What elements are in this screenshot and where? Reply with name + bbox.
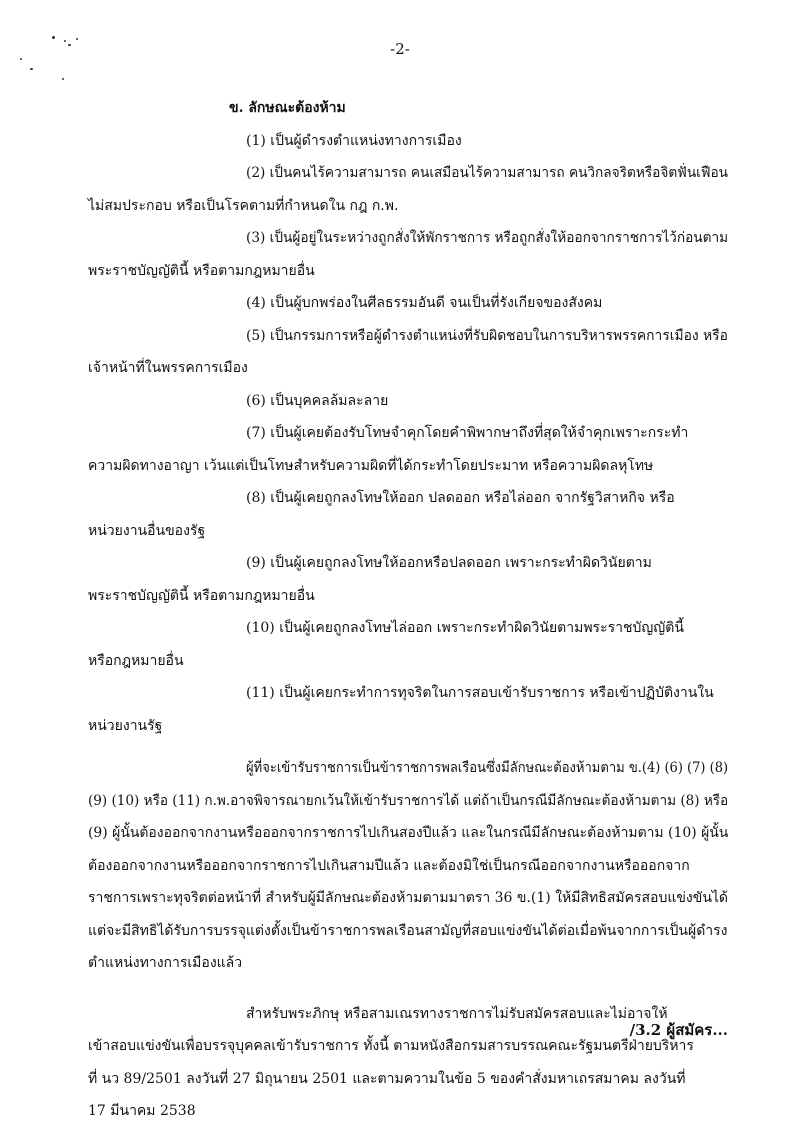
item-continuation-line: เจ้าหน้าที่ในพรรคการเมือง (88, 360, 248, 376)
document-body (88, 92, 728, 1128)
continuation-marker: /3.2 ผู้สมัคร... (629, 1021, 728, 1039)
scan-specks (16, 28, 96, 88)
prohibition-item-10 (88, 612, 728, 677)
prohibition-item-11 (88, 677, 728, 742)
paragraph-line: ต้องออกจากงานหรือออกจากราชการไปเกินสามปีแล้ว และต้องมิใช่เป็นกรณีออกจากงานหรือออกจาก (88, 857, 690, 874)
paragraph-line: ที่ นว 89/2501 ลงวันที่ 27 มิถุนายน 2501 และตามความในข้อ 5 ของคำสั่งมหาเถรสมาคม ลงวันที่ (88, 1070, 686, 1087)
item-first-line: (1) เป็นผู้ดำรงตำแหน่งทางการเมือง (246, 132, 462, 149)
item-continuation-line: พระราชบัญญัตินี้ หรือตามกฎหมายอื่น (88, 262, 315, 279)
item-first-line: (5) เป็นกรรมการหรือผู้ดำรงตำแหน่งที่รับผิดชอบในการบริหารพรรคการเมือง หรือ (246, 327, 728, 344)
paragraph-line: ผู้ที่จะเข้ารับราชการเป็นข้าราชการพลเรือนซึ่งมีลักษณะต้องห้ามตาม ข.(4) (6) (7) (8) (246, 760, 729, 776)
paragraph-line: แต่จะมีสิทธิได้รับการบรรจุแต่งตั้งเป็นข้าราชการพลเรือนสามัญที่สอบแข่งขันได้ต่อเมื่อพ้นจากการเป็นผู้ดำรง (88, 922, 728, 939)
section-heading: ข. ลักษณะต้องห้าม (229, 100, 346, 116)
item-continuation-line: พระราชบัญญัตินี้ หรือตามกฎหมายอื่น (88, 587, 315, 604)
item-first-line: (6) เป็นบุคคลล้มละลาย (246, 392, 389, 409)
paragraph-line: สำหรับพระภิกษุ หรือสามเณรทางราชการไม่รับสมัครสอบและไม่อาจให้ (246, 1005, 668, 1022)
page-number: -2- (390, 40, 410, 58)
prohibition-item-3 (88, 222, 728, 287)
prohibition-item-2 (88, 157, 728, 222)
prohibition-item-5 (88, 320, 728, 385)
prohibition-item-4 (88, 287, 728, 320)
prohibition-item-6 (88, 385, 728, 418)
paragraph-line: 17 มีนาคม 2538 (88, 1103, 196, 1119)
paragraph-line: (9) ผู้นั้นต้องออกจากงานหรือออกจากราชการไปเกินสองปีแล้ว และในกรณีมีลักษณะต้องห้ามตาม (10) ผู้นั้น (88, 825, 729, 841)
item-first-line: (10) เป็นผู้เคยถูกลงโทษไล่ออก เพราะกระทำผิดวินัยตามพระราชบัญญัตินี้ (246, 620, 684, 636)
prohibition-item-9 (88, 547, 728, 612)
item-continuation-line: หรือกฎหมายอื่น (88, 652, 184, 669)
item-continuation-line: หน่วยงานรัฐ (88, 717, 163, 734)
item-first-line: (2) เป็นคนไร้ความสามารถ คนเสมือนไร้ความสามารถ คนวิกลจริตหรือจิตฟั่นเฟือน (246, 165, 728, 181)
paragraph-line: เข้าสอบแข่งขันเพื่อบรรจุบุคคลเข้ารับราชการ ทั้งนี้ ตามหนังสือกรมสารบรรณคณะรัฐมนตรีฝ่ายบริหาร (88, 1038, 694, 1054)
item-first-line: (9) เป็นผู้เคยถูกลงโทษให้ออกหรือปลดออก เพราะกระทำผิดวินัยตาม (246, 555, 652, 571)
item-first-line: (3) เป็นผู้อยู่ในระหว่างถูกสั่งให้พักราชการ หรือถูกสั่งให้ออกจากราชการไว้ก่อนตาม (246, 230, 729, 246)
paragraph-line: ตำแหน่งทางการเมืองแล้ว (88, 955, 243, 971)
prohibition-item-1 (88, 125, 728, 158)
prohibition-item-8 (88, 482, 728, 547)
item-continuation-line: หน่วยงานอื่นของรัฐ (88, 522, 206, 539)
item-continuation-line: ไม่สมประกอบ หรือเป็นโรคตามที่กำหนดใน กฎ ก.พ. (88, 197, 399, 214)
paragraph-line: (9) (10) หรือ (11) ก.พ.อาจพิจารณายกเว้นให้เข้ารับราชการได้ แต่ถ้าเป็นกรณีมีลักษณะต้องห้ามตาม (8) หรือ (88, 792, 729, 809)
item-first-line: (11) เป็นผู้เคยกระทำการทุจริตในการสอบเข้ารับราชการ หรือเข้าปฏิบัติงานใน (246, 685, 714, 701)
exemption-paragraph (88, 752, 728, 980)
item-first-line: (8) เป็นผู้เคยถูกลงโทษให้ออก ปลดออก หรือไล่ออก จากรัฐวิสาหกิจ หรือ (246, 490, 675, 506)
item-first-line: (4) เป็นผู้บกพร่องในศีลธรรมอันดี จนเป็นที่รังเกียจของสังคม (246, 295, 603, 311)
item-first-line: (7) เป็นผู้เคยต้องรับโทษจำคุกโดยคำพิพากษาถึงที่สุดให้จำคุกเพราะกระทำ (246, 425, 689, 441)
item-continuation-line: ความผิดทางอาญา เว้นแต่เป็นโทษสำหรับความผิดที่ได้กระทำโดยประมาท หรือความผิดลหุโทษ (88, 457, 654, 474)
paragraph-line: ราชการเพราะทุจริตต่อหน้าที่ สำหรับผู้มีลักษณะต้องห้ามตามมาตรา 36 ข.(1) ให้มีสิทธิสมัครสอบแข่งขันได้ (88, 890, 729, 906)
prohibition-item-7 (88, 417, 728, 482)
monk-paragraph (88, 998, 728, 1128)
